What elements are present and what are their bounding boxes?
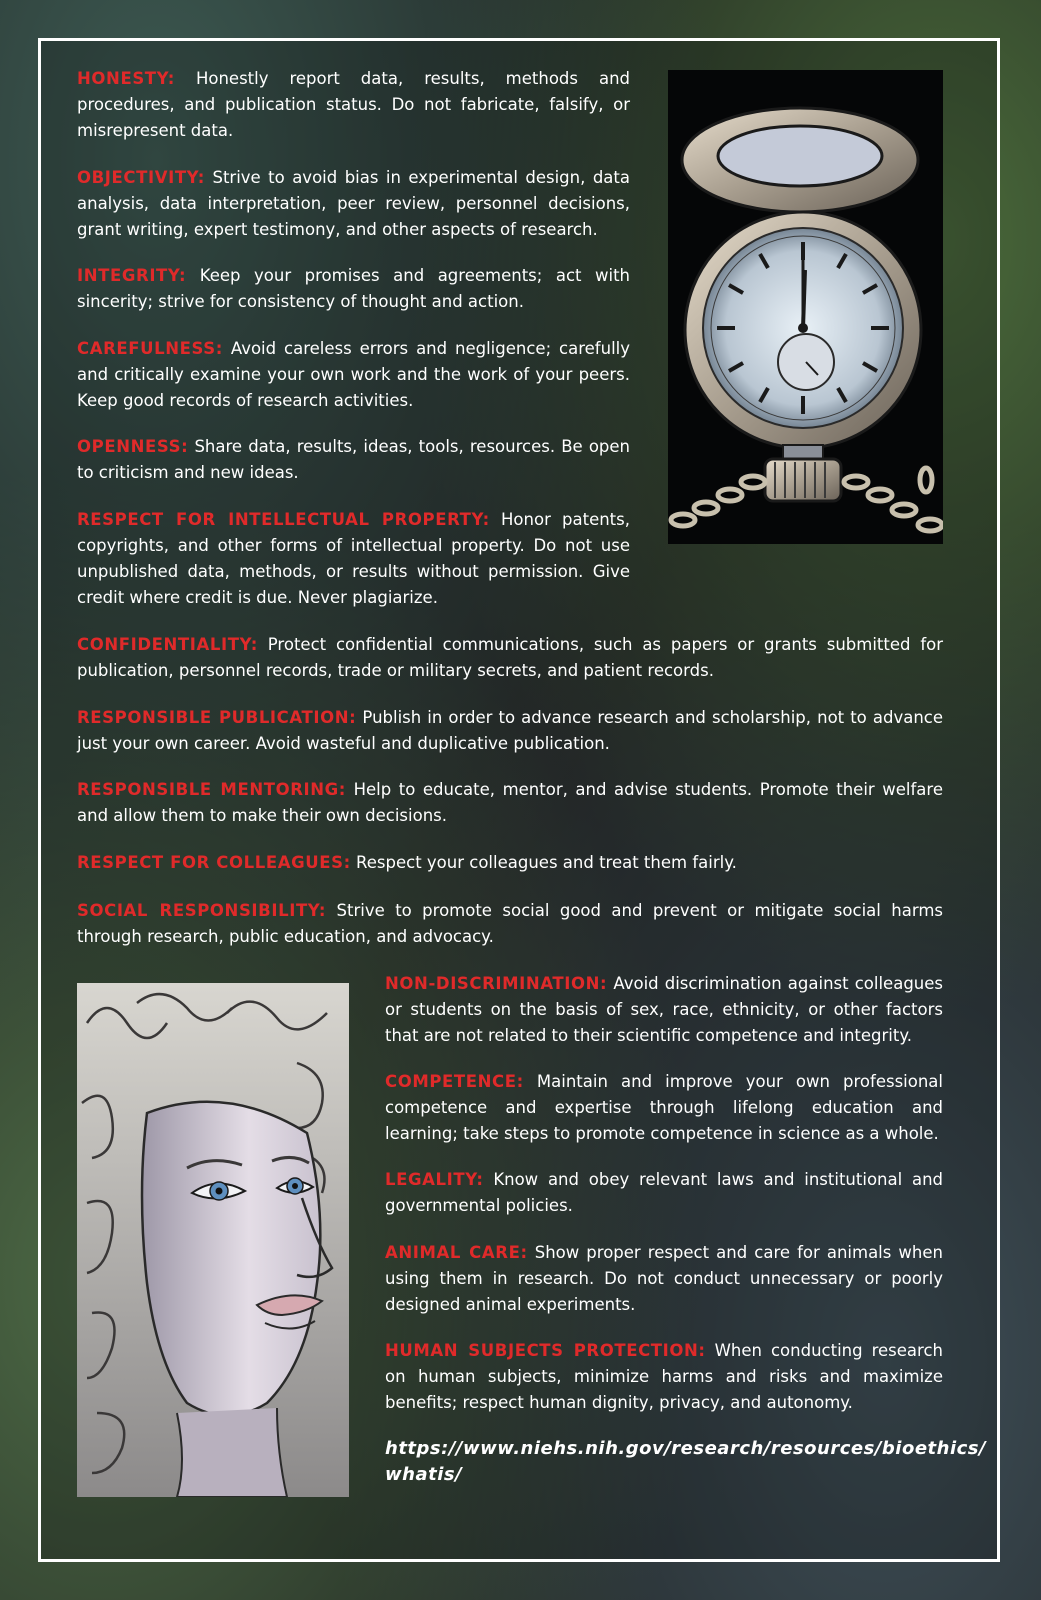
entry-text: Know and obey relevant laws and institutional and governmental policies.	[385, 1170, 944, 1215]
portrait-illustration	[77, 983, 349, 1497]
entry-term: INTEGRITY:	[77, 266, 187, 285]
entry-animal-care	[385, 1240, 943, 1318]
entry-legality	[385, 1167, 943, 1219]
pocket-watch-illustration	[668, 70, 943, 544]
entry-term: RESPONSIBLE PUBLICATION:	[77, 708, 357, 727]
entry-term: ANIMAL CARE:	[385, 1243, 528, 1262]
entry-integrity	[77, 263, 630, 315]
source-url[interactable]: https://www.niehs.nih.gov/research/resources/bioethics/ whatis/	[385, 1438, 987, 1485]
entry-openness	[77, 434, 630, 486]
entry-term: RESPECT FOR COLLEAGUES:	[77, 853, 351, 872]
entry-term: HUMAN SUBJECTS PROTECTION:	[385, 1341, 706, 1360]
entry-text: Help to educate, mentor, and advise students. Promote their welfare and allow them to make their own decisions.	[77, 780, 943, 825]
entry-term: OPENNESS:	[77, 437, 189, 456]
entry-text: Respect your colleagues and treat them fairly.	[356, 853, 737, 872]
entry-text: Maintain and improve your own professional competence and expertise through lifelong education and learning; take steps to promote competence in science as a whole.	[385, 1072, 944, 1143]
entry-responsible-mentoring	[77, 777, 943, 829]
entry-term: COMPETENCE:	[385, 1072, 524, 1091]
entry-term: CONFIDENTIALITY:	[77, 635, 258, 654]
entry-term: SOCIAL RESPONSIBILITY:	[77, 901, 327, 920]
entry-respect-colleagues	[77, 850, 943, 876]
entry-confidentiality	[77, 632, 943, 684]
entry-term: RESPONSIBLE MENTORING:	[77, 780, 347, 799]
entry-text: Strive to promote social good and prevent or mitigate social harms through research, public education, and advocacy.	[77, 901, 944, 946]
entry-objectivity	[77, 165, 630, 243]
entry-text: Show proper respect and care for animals when using them in research. Do not conduct unnecessary or poorly designed animal experiments.	[385, 1243, 943, 1314]
entry-term: LEGALITY:	[385, 1170, 484, 1189]
entry-intellectual-property	[77, 507, 630, 611]
entry-text: Avoid discrimination against colleagues or students on the basis of sex, race, ethnicity, or other factors that are not related to their scientific competence and integrity.	[385, 974, 943, 1045]
entry-term: NON-DISCRIMINATION:	[385, 974, 608, 993]
entry-text: Protect confidential communications, such as papers or grants submitted for publication, personnel records, trade or military secrets, and patient records.	[77, 635, 944, 680]
entry-text: Honestly report data, results, methods and procedures, and publication status. Do not fabricate, falsify, or misrepresent data.	[77, 69, 631, 140]
entry-text: Avoid careless errors and negligence; carefully and critically examine your own work and the work of your peers. Keep good records of research activities.	[77, 339, 630, 410]
entry-term: CAREFULNESS:	[77, 339, 223, 358]
entry-text: Keep your promises and agreements; act with sincerity; strive for consistency of thought and action.	[77, 266, 630, 311]
entry-carefulness	[77, 336, 630, 414]
portrait-face-icon	[77, 983, 349, 1497]
entry-human-subjects	[385, 1338, 943, 1416]
entry-competence	[385, 1069, 943, 1147]
entry-non-discrimination	[385, 971, 943, 1049]
entry-honesty	[77, 66, 630, 144]
entry-term: HONESTY:	[77, 69, 175, 88]
entry-responsible-publication	[77, 705, 943, 757]
entry-text: When conducting research on human subjects, minimize harms and risks and maximize benefits; respect human dignity, privacy, and autonomy.	[385, 1341, 943, 1412]
entry-text: Share data, results, ideas, tools, resources. Be open to criticism and new ideas.	[77, 437, 630, 482]
entry-text: Honor patents, copyrights, and other forms of intellectual property. Do not use unpublished data, methods, or results without permission. Give credit where credit is due. Never plagiarize.	[77, 510, 630, 607]
entry-text: Strive to avoid bias in experimental design, data analysis, data interpretation, peer review, personnel decisions, grant writing, expert testimony, and other aspects of research.	[77, 168, 630, 239]
entry-text: Publish in order to advance research and scholarship, not to advance just your own career. Avoid wasteful and duplicative publication.	[77, 708, 944, 753]
entry-social-responsibility	[77, 898, 943, 950]
entry-term: OBJECTIVITY:	[77, 168, 205, 187]
entry-term: RESPECT FOR INTELLECTUAL PROPERTY:	[77, 510, 490, 529]
pocket-watch-icon	[668, 70, 943, 544]
